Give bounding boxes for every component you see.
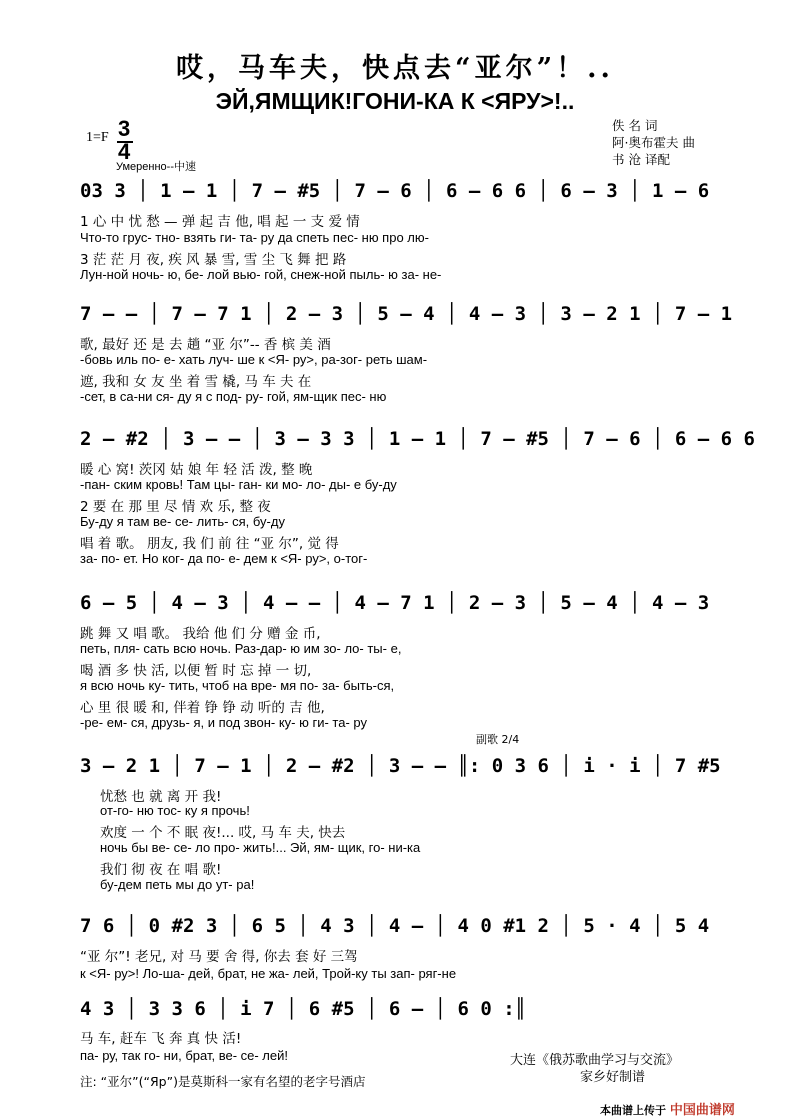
credit-lyricist: 佚 名 词 (612, 118, 658, 133)
tempo-marking: Умеренно--中速 (116, 161, 197, 173)
lyric-row-3-line-4: Бу-ду я там ве- се- лить- ся, бу-ду (80, 514, 285, 529)
lyric-row-6-line-2: к <Я- ру>! Ло-ша- дей, брат, не жа- лей, Трой-ку ты зап- ряг-не (80, 966, 457, 981)
footer-text: 本曲谱上传于 (600, 1104, 666, 1117)
credit-translator: 书 沧 译配 (612, 152, 670, 167)
lyric-row-3-line-6: за- по- ет. Но ког- да по- е- дем к <Я- ру>, о-тог- (80, 551, 368, 566)
lyric-row-5-line-5: 我们 彻 夜 在 唱 歌! (100, 862, 222, 878)
lyric-row-7-line-2: па- ру, так го- ни, брат, ве- се- лей! (80, 1048, 288, 1063)
lyric-row-2-line-1: 歌, 最好 还 是 去 趟 “亚 尔”-- 香 槟 美 酒 (80, 337, 331, 353)
lyric-row-4-line-6: -ре- ем- ся, друзь- я, и под звон- ку- ю ги- та- ру (80, 715, 367, 730)
time-signature-numerator: 3 (118, 116, 131, 141)
lyric-row-4-line-5: 心 里 很 暖 和, 伴着 铮 铮 动 听的 吉 他, (80, 700, 325, 716)
lyric-row-5-line-6: бу-дем петь мы до ут- ра! (100, 877, 255, 892)
song-title-chinese: 哎，马车夫，快点去“亚尔”！.. (176, 53, 614, 84)
lyric-row-5-line-1: 忧愁 也 就 离 开 我! (100, 789, 222, 805)
melody-row-3: 2 — #2 │ 3 — — │ 3 — 3 3 │ 1 — 1 │ 7 — #5 │ 7 — 6 │ 6 — 6 6 (80, 428, 755, 450)
key-signature: 1=F (86, 130, 109, 145)
lyric-row-1-line-2: Что-то грус- тно- взять ги- та- ру да спеть пес- ню про лю- (80, 230, 429, 245)
lyric-row-1-line-1: 1 心 中 忧 愁 — 弹 起 吉 他, 唱 起 一 支 爱 情 (80, 214, 360, 230)
site-brand[interactable]: 中国曲谱网 (669, 1103, 735, 1118)
lyric-row-2-line-2: -бовь иль по- е- хать луч- ше к <Я- ру>, ра-зог- реть шам- (80, 352, 428, 367)
lyric-row-4-line-2: петь, пля- сать всю ночь. Раз-дар- ю им зо- ло- ты- е, (80, 641, 402, 656)
lyric-row-3-line-3: 2 要 在 那 里 尽 情 欢 乐, 整 夜 (80, 499, 271, 515)
lyric-row-6-line-1: “亚 尔”! 老兄, 对 马 要 舍 得, 你去 套 好 三驾 (80, 949, 358, 965)
melody-row-5: 3 — 2 1 │ 7 — 1 │ 2 — #2 │ 3 — — ║: 0 3 6 │ i · i │ 7 #5 (80, 755, 721, 777)
lyric-row-1-line-3: 3 茫 茫 月 夜, 疾 风 暴 雪, 雪 尘 飞 舞 把 路 (80, 252, 347, 268)
lyric-row-5-line-4: ночь бы ве- се- ло про- жить!... Эй, ям- щик, го- ни-ка (100, 840, 421, 855)
lyric-row-3-line-2: -пан- ским кровь! Там цы- ган- ки мо- ло- ды- е бу-ду (80, 477, 397, 492)
lyric-row-3-line-1: 暖 心 窝! 茨冈 姑 娘 年 轻 活 泼, 整 晚 (80, 462, 313, 478)
lyric-row-4-line-1: 跳 舞 又 唱 歌。 我给 他 们 分 赠 金 币, (80, 626, 321, 642)
credit-composer: 阿·奥布霍夫 曲 (612, 135, 695, 150)
publisher-line-2: 家乡好制谱 (580, 1070, 646, 1085)
publisher-line-1: 大连《俄苏歌曲学习与交流》 (510, 1053, 680, 1068)
melody-row-1: 03 3 │ 1 — 1 │ 7 — #5 │ 7 — 6 │ 6 — 6 6 │ 6 — 3 │ 1 — 6 (80, 180, 710, 202)
melody-row-6: 7 6 │ 0 #2 3 │ 6 5 │ 4 3 │ 4 — │ 4 0 #1 2 │ 5 · 4 │ 5 4 (80, 915, 710, 937)
site-footer (600, 1099, 735, 1118)
footnote: 注: “亚尔”(“Яр”)是莫斯科一家有名望的老字号酒店 (80, 1074, 366, 1089)
time-signature-denominator: 4 (118, 139, 131, 164)
melody-row-7: 4 3 │ 3 3 6 │ i 7 │ 6 #5 │ 6 — │ 6 0 :║ (80, 998, 527, 1020)
lyric-row-4-line-4: я всю ночь ку- тить, чтоб на вре- мя по- за- быть-ся, (80, 678, 395, 693)
lyric-row-2-line-3: 遮, 我和 女 友 坐 着 雪 橇, 马 车 夫 在 (80, 374, 312, 390)
lyric-row-3-line-5: 唱 着 歌。 朋友, 我 们 前 往 “亚 尔”, 觉 得 (80, 536, 339, 552)
lyric-row-5-line-2: от-го- ню тос- ку я прочь! (100, 803, 250, 818)
lyric-row-2-line-4: -сет, в са-ни ся- ду я с под- ру- гой, ям-щик пес- ню (80, 389, 387, 404)
song-title-russian: ЭЙ,ЯМЩИК!ГОНИ-КА К <ЯРУ>!.. (215, 88, 575, 114)
melody-row-2: 7 — — │ 7 — 7 1 │ 2 — 3 │ 5 — 4 │ 4 — 3 │ 3 — 2 1 │ 7 — 1 (80, 303, 733, 325)
lyric-row-7-line-1: 马 车, 赶车 飞 奔 真 快 活! (80, 1031, 242, 1047)
lyric-row-1-line-4: Лун-ной ночь- ю, бе- лой вью- гой, снеж-ной пыль- ю за- не- (80, 267, 442, 282)
lyric-row-5-line-3: 欢度 一 个 不 眠 夜!... 哎, 马 车 夫, 快去 (100, 825, 346, 841)
melody-row-4: 6 — 5 │ 4 — 3 │ 4 — — │ 4 — 7 1 │ 2 — 3 │ 5 — 4 │ 4 — 3 (80, 592, 710, 614)
chorus-label: 副歌 2/4 (476, 733, 520, 746)
lyric-row-4-line-3: 喝 酒 多 快 活, 以便 暂 时 忘 掉 一 切, (80, 663, 312, 679)
